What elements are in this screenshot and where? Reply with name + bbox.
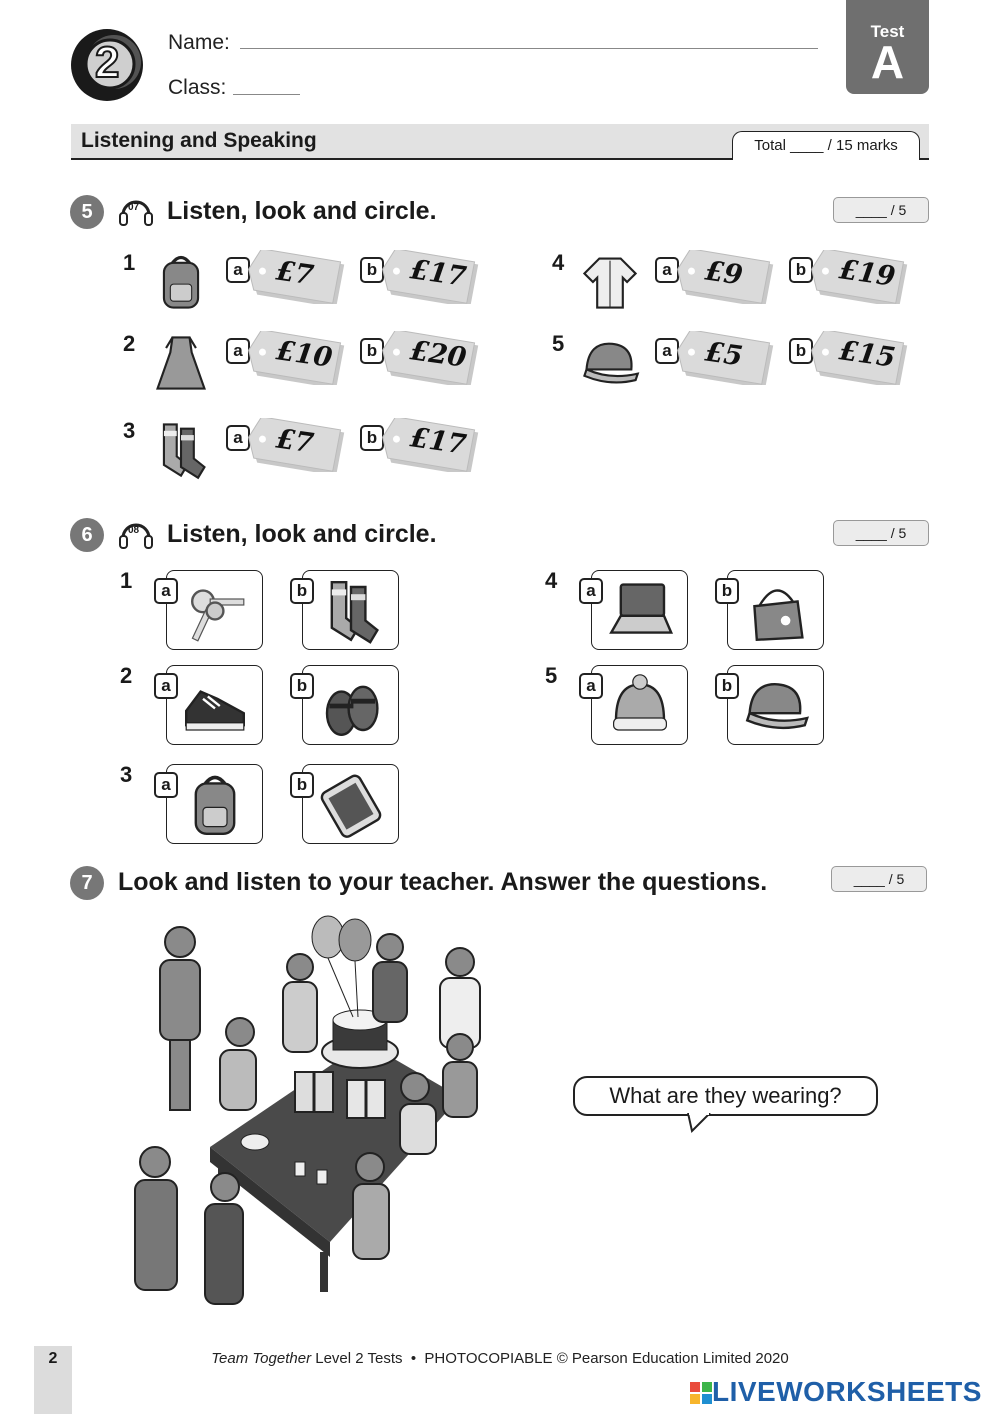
price-tag-b[interactable] [811,250,909,304]
item-number: 2 [120,663,133,688]
price-tag-a[interactable] [248,331,346,385]
dress-icon [149,331,213,395]
picture-option-b[interactable] [727,570,824,650]
picture-option-b[interactable] [727,665,824,745]
option-a-label: a [154,673,178,699]
option-a-label: a [579,578,603,604]
class-field[interactable] [233,94,300,95]
option-b-label: b [360,425,384,451]
price-label: £17 [408,254,469,293]
score-box: ____ / 5 [833,197,929,223]
test-tab [846,0,929,94]
party-illustration [115,912,495,1342]
item-number: 4 [552,250,565,275]
option-a-label: a [226,338,250,364]
sandals-icon [315,670,387,742]
section-title: Listening and Speaking [81,129,317,152]
price-label: £17 [408,422,469,461]
price-tag-b[interactable] [382,331,480,385]
backpack-icon [149,250,213,314]
price-label: £10 [274,335,335,374]
price-label: £15 [837,335,898,374]
item-number: 5 [552,331,565,356]
unit-badge [70,22,144,108]
footer-credit [0,1350,1000,1367]
option-a-label: a [226,257,250,283]
option-a-label: a [154,578,178,604]
option-b-label: b [715,578,739,604]
item-number: 2 [123,331,136,356]
exercise-number: 7 [70,866,104,900]
socks-icon [315,575,387,647]
score-box: ____ / 5 [833,520,929,546]
item-number: 1 [120,568,133,593]
option-a-label: a [655,338,679,364]
picture-option-b[interactable] [302,665,399,745]
shirt-icon [578,250,642,314]
woolly-hat-icon [604,670,676,742]
option-a-label: a [579,673,603,699]
headphones-icon [118,516,154,552]
price-tag-a[interactable] [677,331,775,385]
name-field[interactable] [240,48,818,49]
price-label: £9 [703,255,745,292]
unit-number: 2 [95,38,120,87]
price-label: £7 [274,255,316,292]
book-title: Team Together [211,1350,312,1367]
item-number: 5 [545,663,558,688]
option-b-label: b [789,257,813,283]
price-label: £19 [837,254,898,293]
price-tag-a[interactable] [677,250,775,304]
backpack-icon [179,769,251,841]
option-b-label: b [290,673,314,699]
page-number: 2 [48,1350,58,1367]
track-number: 08 [128,525,140,536]
picture-option-a[interactable] [166,570,263,650]
picture-option-a[interactable] [166,764,263,844]
item-number: 4 [545,568,558,593]
cap-icon [740,670,812,742]
price-tag-b[interactable] [811,331,909,385]
exercise-number: 5 [70,195,104,229]
sneakers-icon [179,670,251,742]
option-b-label: b [360,338,384,364]
item-number: 3 [120,762,133,787]
track-number: 07 [128,202,140,213]
price-tag-a[interactable] [248,250,346,304]
section-bar [71,124,929,160]
footer-rest: Level 2 Tests • PHOTOCOPIABLE © Pearson Education Limited 2020 [311,1350,789,1367]
total-marks: Total ____ / 15 marks [732,131,920,160]
item-number: 3 [123,418,136,443]
liveworksheets-icon [690,1382,712,1404]
option-b-label: b [360,257,384,283]
bag-icon [740,575,812,647]
picture-option-b[interactable] [302,570,399,650]
price-tag-a[interactable] [248,418,346,472]
price-label: £5 [703,336,745,373]
score-box: ____ / 5 [831,866,927,892]
exercise-title: Look and listen to your teacher. Answer the questions. [118,868,768,896]
picture-option-a[interactable] [591,665,688,745]
keys-icon [179,575,251,647]
speech-bubble: What are they wearing? [573,1076,878,1116]
price-label: £20 [408,335,469,374]
price-label: £7 [274,423,316,460]
option-b-label: b [290,578,314,604]
exercise-title: Listen, look and circle. [167,520,437,548]
socks-icon [149,418,213,482]
name-label: Name: [168,31,230,54]
bubble-tail [686,1113,716,1133]
option-a-label: a [226,425,250,451]
option-a-label: a [154,772,178,798]
option-b-label: b [715,673,739,699]
picture-option-a[interactable] [166,665,263,745]
phone-icon [315,769,387,841]
picture-option-a[interactable] [591,570,688,650]
option-b-label: b [290,772,314,798]
exercise-title: Listen, look and circle. [167,197,437,225]
exercise-number: 6 [70,518,104,552]
headphones-icon [118,193,154,229]
option-a-label: a [655,257,679,283]
class-label: Class: [168,76,227,99]
liveworksheets-logo [690,1376,982,1408]
option-b-label: b [789,338,813,364]
item-number: 1 [123,250,136,275]
laptop-icon [604,575,676,647]
brand-name: LIVEWORKSHEETS [712,1376,982,1407]
price-tag-b[interactable] [382,250,480,304]
test-word: Test [870,22,905,41]
price-tag-b[interactable] [382,418,480,472]
cap-icon [578,331,642,395]
test-letter: A [870,36,905,88]
picture-option-b[interactable] [302,764,399,844]
